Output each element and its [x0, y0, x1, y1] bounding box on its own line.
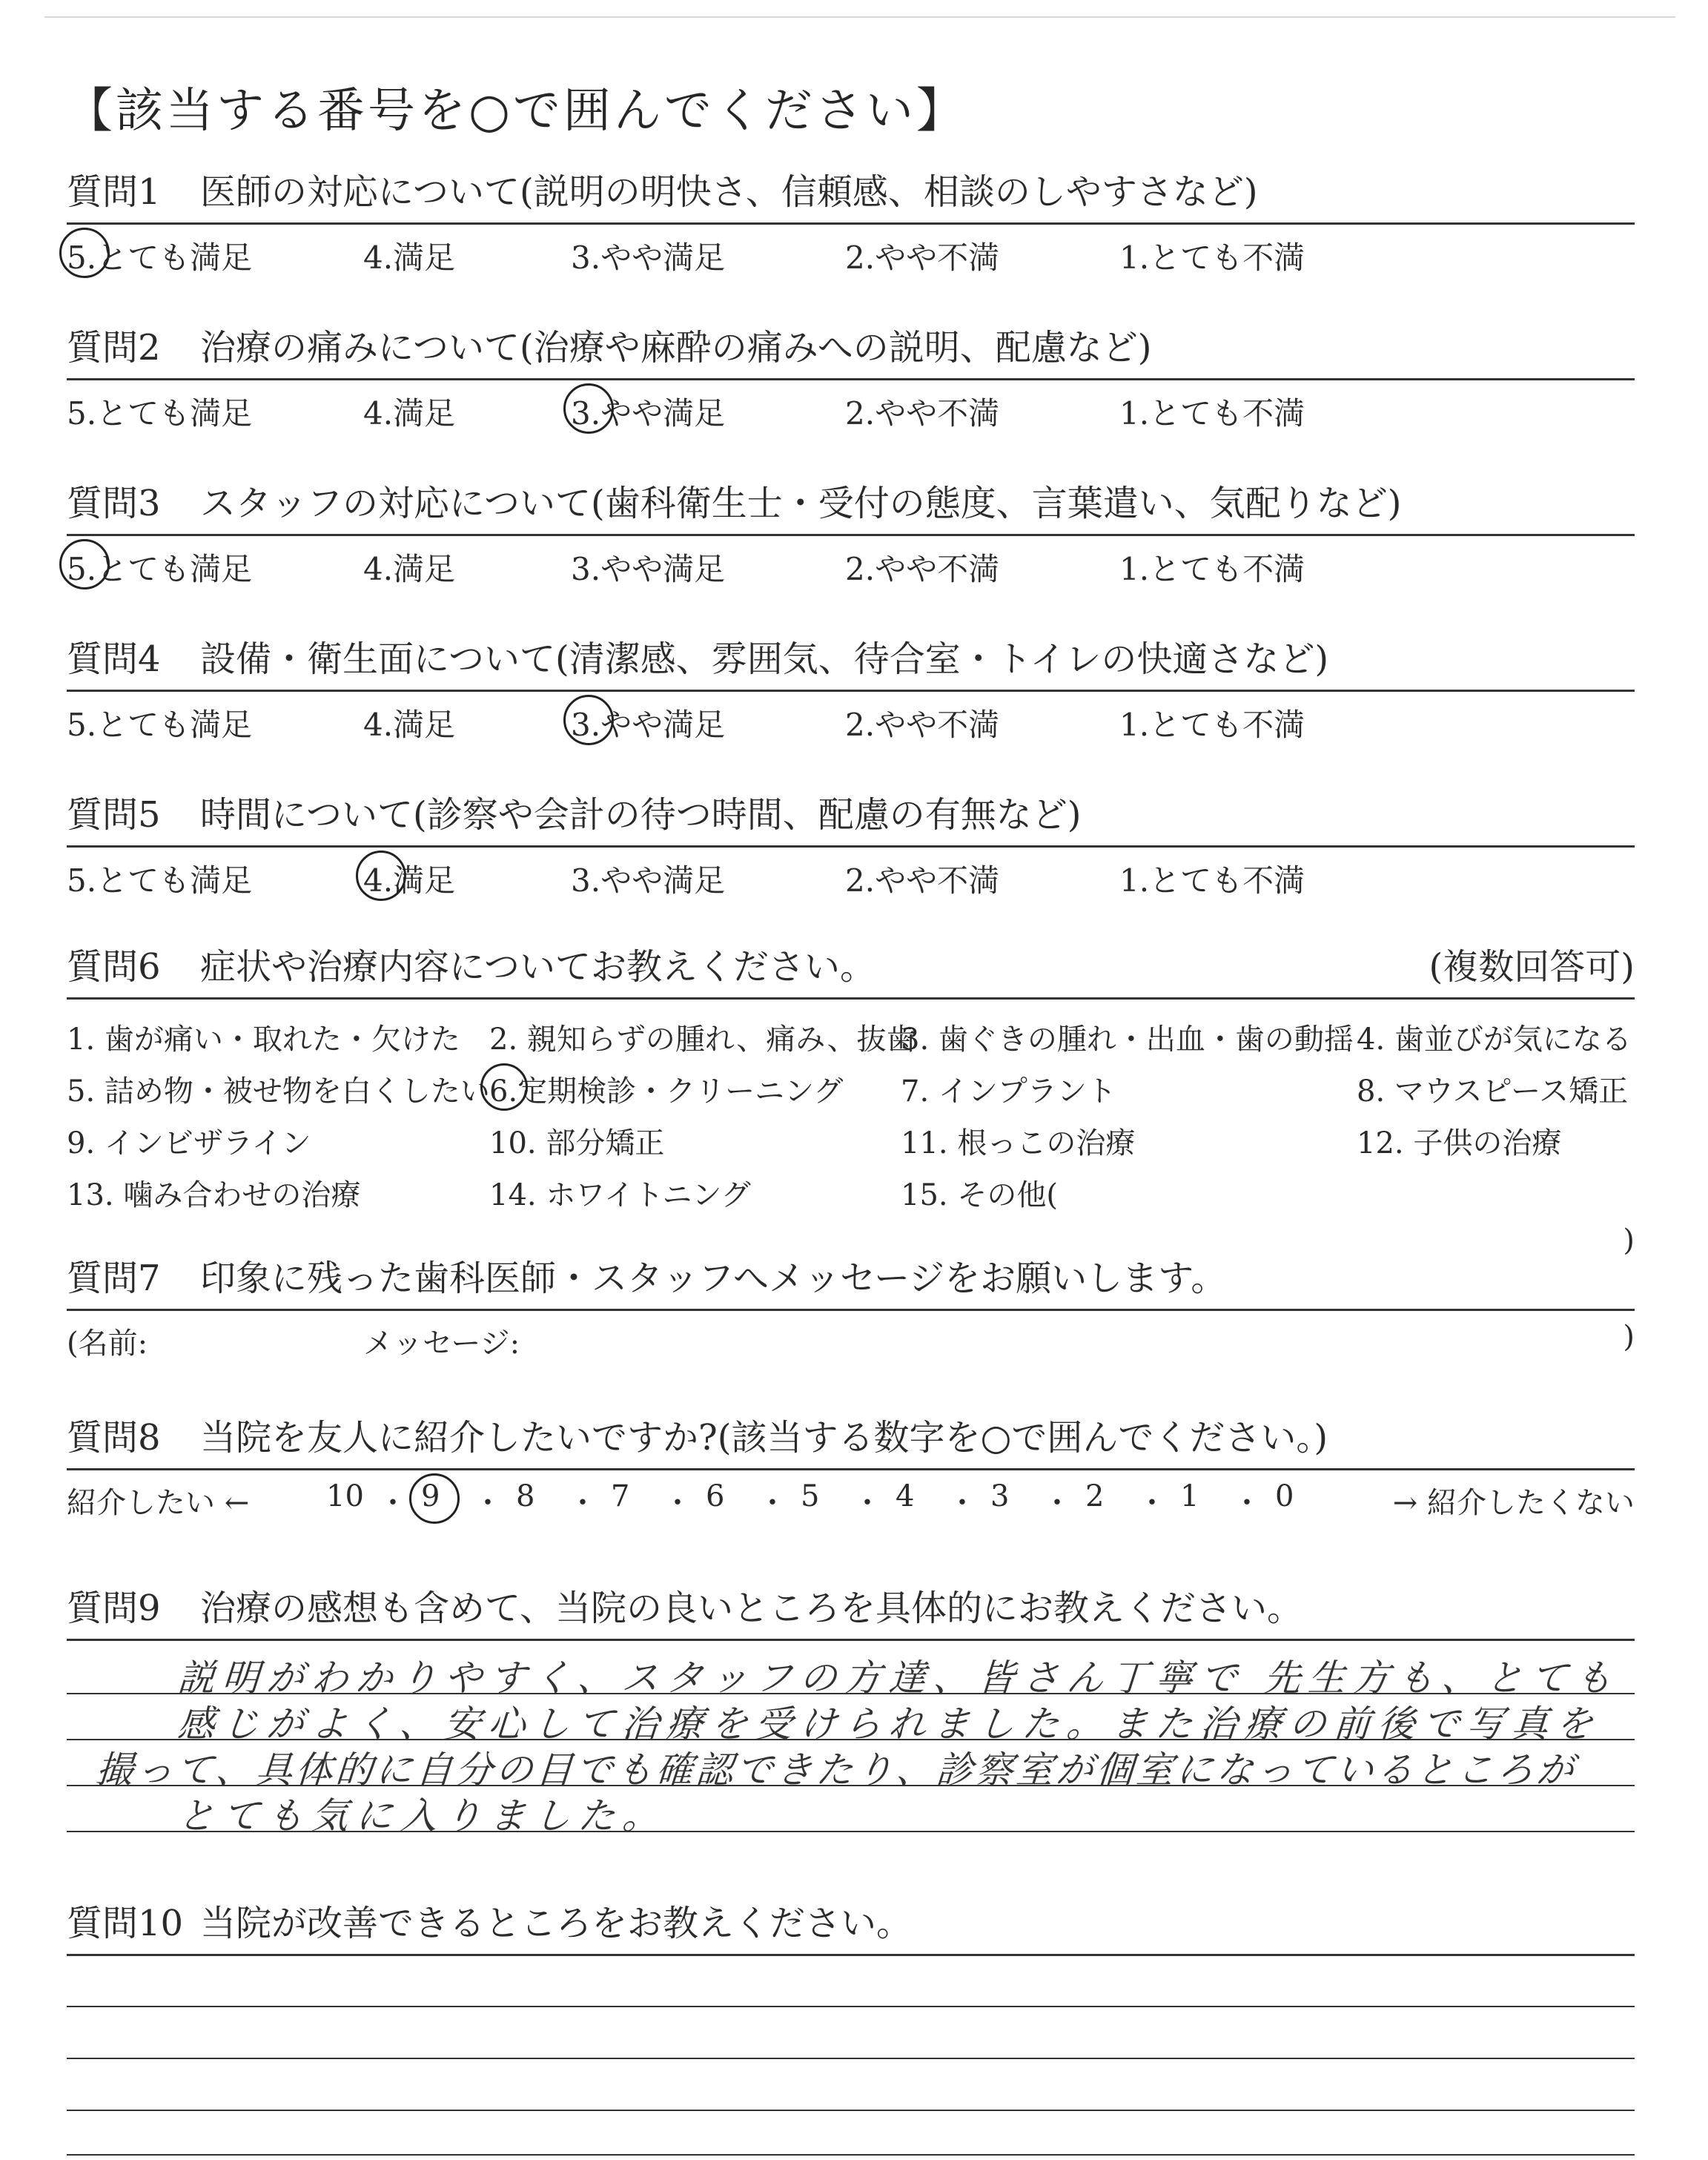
recommend-score-5[interactable]: 5 — [801, 1479, 820, 1513]
question-number: 質問4 — [67, 638, 161, 680]
question-text: 治療の感想も含めて、当院の良いところを具体的にお教えください。 — [200, 1588, 1303, 1629]
rating-options — [67, 225, 1635, 277]
rating-option-4[interactable]: 4.満足 — [363, 551, 456, 587]
question-number: 質問1 — [67, 171, 161, 213]
rating-option-1[interactable]: 1.とても不満 — [1119, 240, 1305, 276]
recommend-left-label: 紹介したい ← — [67, 1486, 250, 1520]
scale-separator: ・ — [1232, 1486, 1262, 1520]
selected-circle-mark — [59, 539, 110, 589]
selected-circle-mark — [563, 383, 614, 434]
rating-options — [67, 380, 1635, 432]
top-border — [44, 16, 1675, 18]
question-text: スタッフの対応について(歯科衛生士・受付の態度、言葉遣い、気配りなど) — [200, 483, 1402, 524]
rating-option-3[interactable]: 3.やや満足 — [571, 862, 726, 899]
rating-option-3[interactable]: 3.やや満足 — [571, 395, 726, 432]
symptom-option-6[interactable]: 6.定期検診・クリーニング — [489, 1074, 844, 1109]
other-close-paren: ) — [1623, 1223, 1635, 1258]
question-text: 印象に残った歯科医師・スタッフへメッセージをお願いします。 — [200, 1258, 1227, 1299]
symptom-option-13[interactable]: 13. 噛み合わせの治療 — [67, 1178, 361, 1212]
handwritten-answer — [67, 1641, 1635, 1863]
question-5 — [67, 786, 1635, 899]
scale-separator: ・ — [568, 1486, 598, 1520]
scale-separator: ・ — [947, 1486, 977, 1520]
selected-circle-mark — [356, 851, 406, 901]
rating-option-1[interactable]: 1.とても不満 — [1119, 862, 1305, 899]
recommend-score-3[interactable]: 3 — [990, 1479, 1010, 1513]
rating-option-4[interactable]: 4.満足 — [363, 862, 456, 899]
handwritten-line: とても気に入りました。 — [176, 1794, 669, 1837]
rating-option-4[interactable]: 4.満足 — [363, 707, 456, 743]
name-label: (名前: — [67, 1327, 148, 1361]
symptom-option-1[interactable]: 1. 歯が痛い・取れた・欠けた — [67, 1023, 460, 1057]
question-text: 治療の痛みについて(治療や麻酔の痛みへの説明、配慮など) — [200, 327, 1152, 369]
rating-option-5[interactable]: 5.とても満足 — [67, 395, 253, 432]
selected-circle-mark — [409, 1473, 460, 1524]
question-number: 質問7 — [67, 1258, 161, 1299]
scale-separator: ・ — [663, 1486, 692, 1520]
recommend-score-9[interactable]: 9 — [421, 1479, 440, 1513]
rating-options — [67, 692, 1635, 744]
selected-circle-mark — [480, 1063, 528, 1111]
symptom-option-2[interactable]: 2. 親知らずの腫れ、痛み、抜歯 — [489, 1023, 916, 1057]
handwritten-line: 撮って、具体的に自分の目でも確認できたり、診察室が個室になっているところが — [94, 1748, 1578, 1791]
question-1 — [67, 163, 1635, 277]
answer-line — [67, 2006, 1635, 2007]
scale-separator: ・ — [473, 1486, 503, 1520]
message-label: メッセージ: — [363, 1327, 520, 1361]
rating-option-2[interactable]: 2.やや不満 — [845, 862, 1000, 899]
handwritten-line: 説明がわかりやすく、スタッフの方達、皆さん丁寧で 先生方も、とても — [176, 1657, 1621, 1700]
question-7 — [67, 1249, 1635, 1361]
rating-option-3[interactable]: 3.やや満足 — [571, 551, 726, 587]
question-number: 質問2 — [67, 327, 161, 369]
symptom-option-4[interactable]: 4. 歯並びが気になる — [1357, 1023, 1632, 1057]
question-number: 質問6 — [67, 946, 161, 988]
rating-option-5[interactable]: 5.とても満足 — [67, 551, 253, 587]
rating-option-3[interactable]: 3.やや満足 — [571, 240, 726, 276]
close-paren: ) — [1623, 1320, 1635, 1354]
rating-option-4[interactable]: 4.満足 — [363, 395, 456, 432]
recommend-score-1[interactable]: 1 — [1180, 1479, 1199, 1513]
rating-option-2[interactable]: 2.やや不満 — [845, 395, 1000, 432]
scale-separator: ・ — [1137, 1486, 1167, 1520]
symptom-option-10[interactable]: 10. 部分矯正 — [489, 1126, 665, 1160]
recommend-score-0[interactable]: 0 — [1275, 1479, 1294, 1513]
answer-line — [67, 2110, 1635, 2111]
scale-separator: ・ — [1042, 1486, 1072, 1520]
recommend-score-7[interactable]: 7 — [611, 1479, 630, 1513]
question-number: 質問10 — [67, 1903, 184, 1944]
scale-separator: ・ — [853, 1486, 882, 1520]
answer-line — [67, 1831, 1635, 1832]
recommend-score-2[interactable]: 2 — [1085, 1479, 1105, 1513]
question-text: 医師の対応について(説明の明快さ、信頼感、相談のしやすさなど) — [200, 171, 1258, 213]
recommend-score-8[interactable]: 8 — [516, 1479, 535, 1513]
symptom-option-8[interactable]: 8. マウスピース矯正 — [1357, 1074, 1629, 1109]
selected-circle-mark — [59, 228, 110, 278]
symptom-option-3[interactable]: 3. 歯ぐきの腫れ・出血・歯の動揺 — [901, 1023, 1354, 1057]
question-9 — [67, 1579, 1635, 1863]
recommend-right-label: → 紹介したくない — [1392, 1486, 1635, 1520]
question-text: 時間について(診察や会計の待つ時間、配慮の有無など) — [200, 794, 1082, 836]
question-text: 症状や治療内容についてお教えください。 — [200, 946, 876, 988]
selected-circle-mark — [563, 695, 614, 745]
answer-line — [67, 2058, 1635, 2059]
answer-line — [67, 1693, 1635, 1694]
question-4 — [67, 630, 1635, 744]
rating-option-2[interactable]: 2.やや不満 — [845, 707, 1000, 743]
question-6 — [67, 938, 1635, 1258]
symptom-option-14[interactable]: 14. ホワイトニング — [489, 1178, 751, 1212]
symptom-option-12[interactable]: 12. 子供の治療 — [1357, 1126, 1562, 1160]
answer-line — [67, 1739, 1635, 1740]
symptom-option-9[interactable]: 9. インビザライン — [67, 1126, 311, 1160]
recommend-score-10[interactable]: 10 — [326, 1479, 364, 1513]
symptom-option-11[interactable]: 11. 根っこの治療 — [901, 1126, 1136, 1160]
page-header: 【該当する番号を○で囲んでください】 — [65, 84, 967, 139]
handwritten-line: 感じがよく、安心して治療を受けられました。また治療の前後で写真を — [176, 1702, 1602, 1745]
scale-separator: ・ — [378, 1486, 408, 1520]
question-8 — [67, 1409, 1635, 1530]
rating-option-5[interactable]: 5.とても満足 — [67, 862, 253, 899]
question-number: 質問9 — [67, 1588, 161, 1629]
rating-option-5[interactable]: 5.とても満足 — [67, 240, 253, 276]
symptom-option-7[interactable]: 7. インプラント — [901, 1074, 1116, 1109]
symptom-option-15[interactable]: 15. その他( — [901, 1178, 1058, 1212]
rating-option-1[interactable]: 1.とても不満 — [1119, 707, 1305, 743]
rating-option-4[interactable]: 4.満足 — [363, 240, 456, 276]
question-number: 質問3 — [67, 483, 161, 524]
rating-option-3[interactable]: 3.やや満足 — [571, 707, 726, 743]
question-rule — [67, 1954, 1635, 1956]
rating-option-2[interactable]: 2.やや不満 — [845, 240, 1000, 276]
multiple-answer-note: (複数回答可) — [1429, 946, 1635, 988]
question-3 — [67, 475, 1635, 588]
rating-option-1[interactable]: 1.とても不満 — [1119, 551, 1305, 587]
question-text: 当院を友人に紹介したいですか?(該当する数字を○で囲んでください。) — [200, 1417, 1328, 1459]
rating-option-1[interactable]: 1.とても不満 — [1119, 395, 1305, 432]
recommend-score-4[interactable]: 4 — [896, 1479, 915, 1513]
rating-option-2[interactable]: 2.やや不満 — [845, 551, 1000, 587]
question-10 — [67, 1895, 1635, 1956]
symptom-options-grid — [67, 1000, 1635, 1258]
rating-options — [67, 848, 1635, 899]
symptom-option-5[interactable]: 5. 詰め物・被せ物を白くしたい — [67, 1074, 490, 1109]
answer-line — [67, 1785, 1635, 1786]
message-row — [67, 1311, 1635, 1361]
recommend-score-6[interactable]: 6 — [706, 1479, 725, 1513]
rating-option-5[interactable]: 5.とても満足 — [67, 707, 253, 743]
recommend-scale — [67, 1470, 1635, 1530]
question-2 — [67, 319, 1635, 432]
scale-separator: ・ — [758, 1486, 787, 1520]
question-text: 設備・衛生面について(清潔感、雰囲気、待合室・トイレの快適さなど) — [200, 638, 1329, 680]
question-text: 当院が改善できるところをお教えください。 — [200, 1903, 913, 1944]
question-number: 質問5 — [67, 794, 161, 836]
answer-line — [67, 2154, 1635, 2156]
rating-options — [67, 536, 1635, 588]
question-number: 質問8 — [67, 1417, 161, 1459]
